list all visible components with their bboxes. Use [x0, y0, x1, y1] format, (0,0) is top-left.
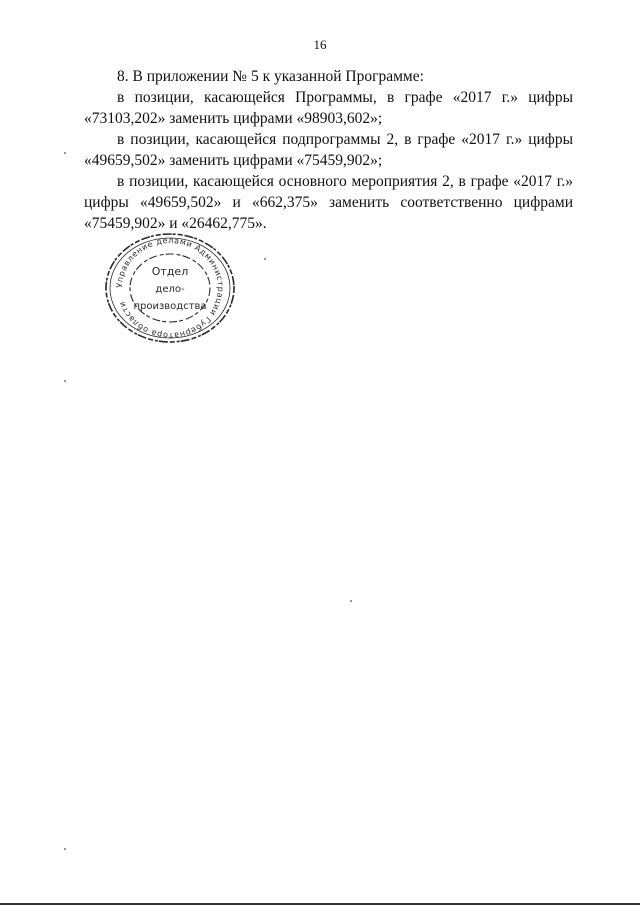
stamp-center-line-1: Отдел — [151, 265, 189, 278]
paragraph-main-activity-position: в позиции, касающейся основного мероприятия 2, в графе «2017 г.» цифры «49659,502» и «662,375» заменить соответственно цифрами «75459,902» и «26462,775». — [84, 173, 573, 232]
scan-speck — [64, 152, 66, 154]
stamp-seal — [102, 230, 238, 346]
scan-speck — [64, 848, 66, 850]
stamp-center-line-3: производства — [133, 301, 207, 312]
office-stamp — [102, 230, 238, 346]
stamp-ring-text: Управление делами Администрации Губернатора области — [114, 235, 226, 341]
stamp-center-line-2: дело- — [155, 284, 185, 295]
document-body — [84, 66, 573, 234]
page-number: 16 — [313, 37, 327, 52]
paragraph-subprogram-position: в позиции, касающейся подпрограммы 2, в графе «2017 г.» цифры «49659,502» заменить цифрами «75459,902»; — [84, 131, 573, 169]
scan-speck — [350, 600, 352, 602]
paragraph-item-8: 8. В приложении № 5 к указанной Программе: — [117, 68, 424, 85]
scan-speck — [64, 380, 66, 382]
scan-speck — [264, 258, 266, 260]
paragraph-program-position: в позиции, касающейся Программы, в графе «2017 г.» цифры «73103,202» заменить цифрами «98903,602»; — [84, 89, 573, 127]
